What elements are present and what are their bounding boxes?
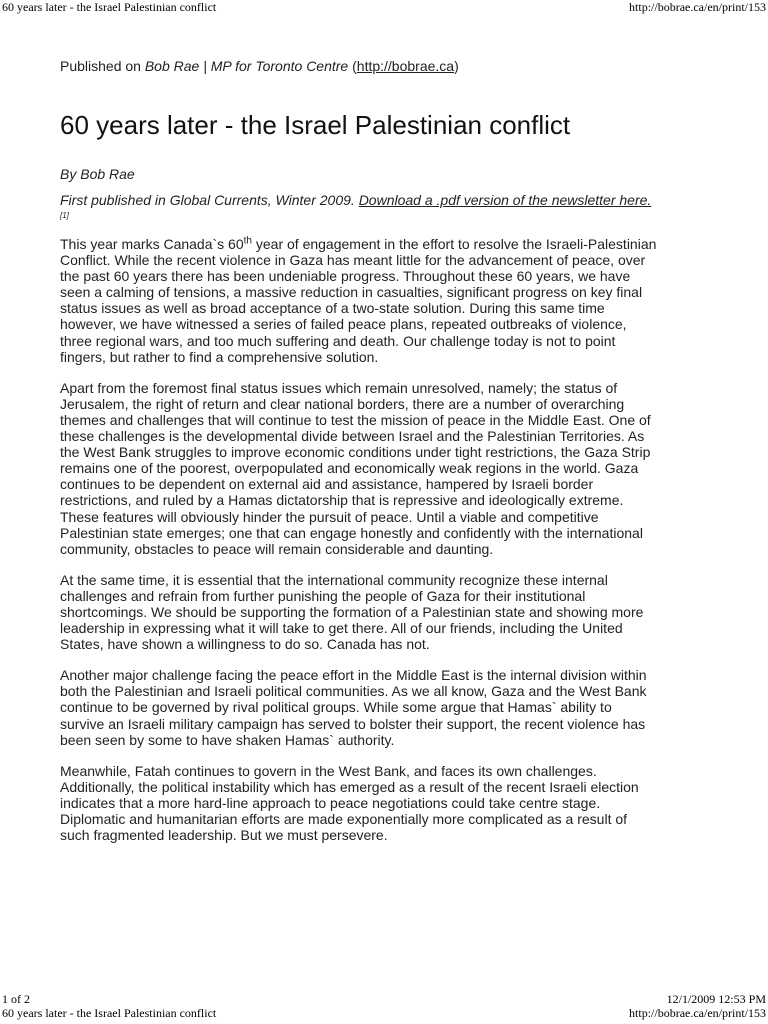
published-open: (	[348, 58, 357, 74]
first-published-text: First published in Global Currents, Winter 2009.	[60, 192, 359, 208]
paragraph-1-start: This year marks Canada`s 60	[60, 236, 244, 252]
article-title: 60 years later - the Israel Palestinian conflict	[60, 110, 571, 140]
article-body	[60, 236, 710, 843]
print-header-url: http://bobrae.ca/en/print/153	[629, 0, 766, 14]
ordinal-superscript: th	[243, 235, 252, 247]
print-header-title: 60 years later - the Israel Palestinian conflict	[2, 0, 217, 14]
print-footer-bottom	[0, 1006, 768, 1020]
print-header	[0, 0, 768, 14]
published-prefix: Published on	[60, 58, 145, 74]
page-count: 1 of 2	[2, 992, 30, 1006]
reference-marker: [1]	[60, 211, 69, 220]
download-pdf-link[interactable]: Download a .pdf version of the newsletter here.	[358, 192, 652, 208]
print-datetime: 12/1/2009 12:53 PM	[666, 992, 766, 1006]
article-content	[60, 58, 710, 858]
print-footer-url: http://bobrae.ca/en/print/153	[629, 1006, 766, 1020]
published-close: )	[454, 58, 459, 74]
paragraph-1	[60, 236, 710, 365]
paragraph-2: Apart from the foremost final status issues which remain unresolved, namely; the status of Jerusalem, the right of return and clear national borders, there are a number of overarching themes and challenges that will continue to test the mission of peace in the Middle East. One of these challenges is the developmental divide between Israel and the Palestinian Territories. As the West Bank struggles to improve economic conditions under tight restrictions, the Gaza Strip remains one of the poorest, overpopulated and economically weak regions in the world. Gaza continues to be dependent on external aid and assistance, hampered by Israeli border restrictions, and ruled by a Hamas dictatorship that is repressive and ideologically extreme. These features will obviously hinder the pursuit of peace. Until a viable and competitive Palestinian state emerges; one that can engage honestly and confidently with the international community, obstacles to peace will remain considerable and daunting.	[60, 379, 651, 557]
published-site-link[interactable]: http://bobrae.ca	[356, 58, 455, 74]
article-byline: By Bob Rae	[60, 166, 135, 182]
published-line	[60, 58, 710, 74]
paragraph-4: Another major challenge facing the peace effort in the Middle East is the internal division within both the Palestinian and Israeli political communities. As we all know, Gaza and the West Bank continue to be governed by rival political groups. While some argue that Hamas` ability to survive an Israeli military campaign has served to bolster their support, the recent violence has been seen by some to have shaken Hamas` authority.	[60, 667, 647, 748]
published-site: Bob Rae | MP for Toronto Centre	[144, 58, 349, 74]
first-published-line	[60, 192, 710, 220]
print-footer-top	[0, 992, 768, 1006]
paragraph-3: At the same time, it is essential that the international community recognize these internal challenges and refrain from further punishing the people of Gaza for their institutional shortcomings. We should be supporting the formation of a Palestinian state and showing more leadership in expressing what it will take to get there. All of our friends, including the United States, have shown a willingness to do so. Canada has not.	[60, 571, 644, 653]
print-footer-title: 60 years later - the Israel Palestinian conflict	[2, 1006, 217, 1020]
paragraph-5: Meanwhile, Fatah continues to govern in the West Bank, and faces its own challenges. Additionally, the political instability which has emerged as a result of the recent Israeli election indicates that a more hard-line approach to peace negotiations could take centre stage. Diplomatic and humanitarian efforts are made exponentially more complicated as a result of such fragmented leadership. But we must persevere.	[60, 762, 639, 844]
paragraph-1-rest: year of engagement in the effort to resolve the Israeli-Palestinian Conflict. While the recent violence in Gaza has meant little for the advancement of peace, over the past 60 years there has been undeniable progress. Throughout these 60 years, we have seen a calming of tensions, a massive reduction in casualties, significant progress on key final status issues as well as broad acceptance of a two-state solution. During this same time however, we have witnessed a series of failed peace plans, repeated outbreaks of violence, three regional wars, and too much suffering and death. Our challenge today is not to point fingers, but rather to find a comprehensive solution.	[60, 236, 657, 365]
